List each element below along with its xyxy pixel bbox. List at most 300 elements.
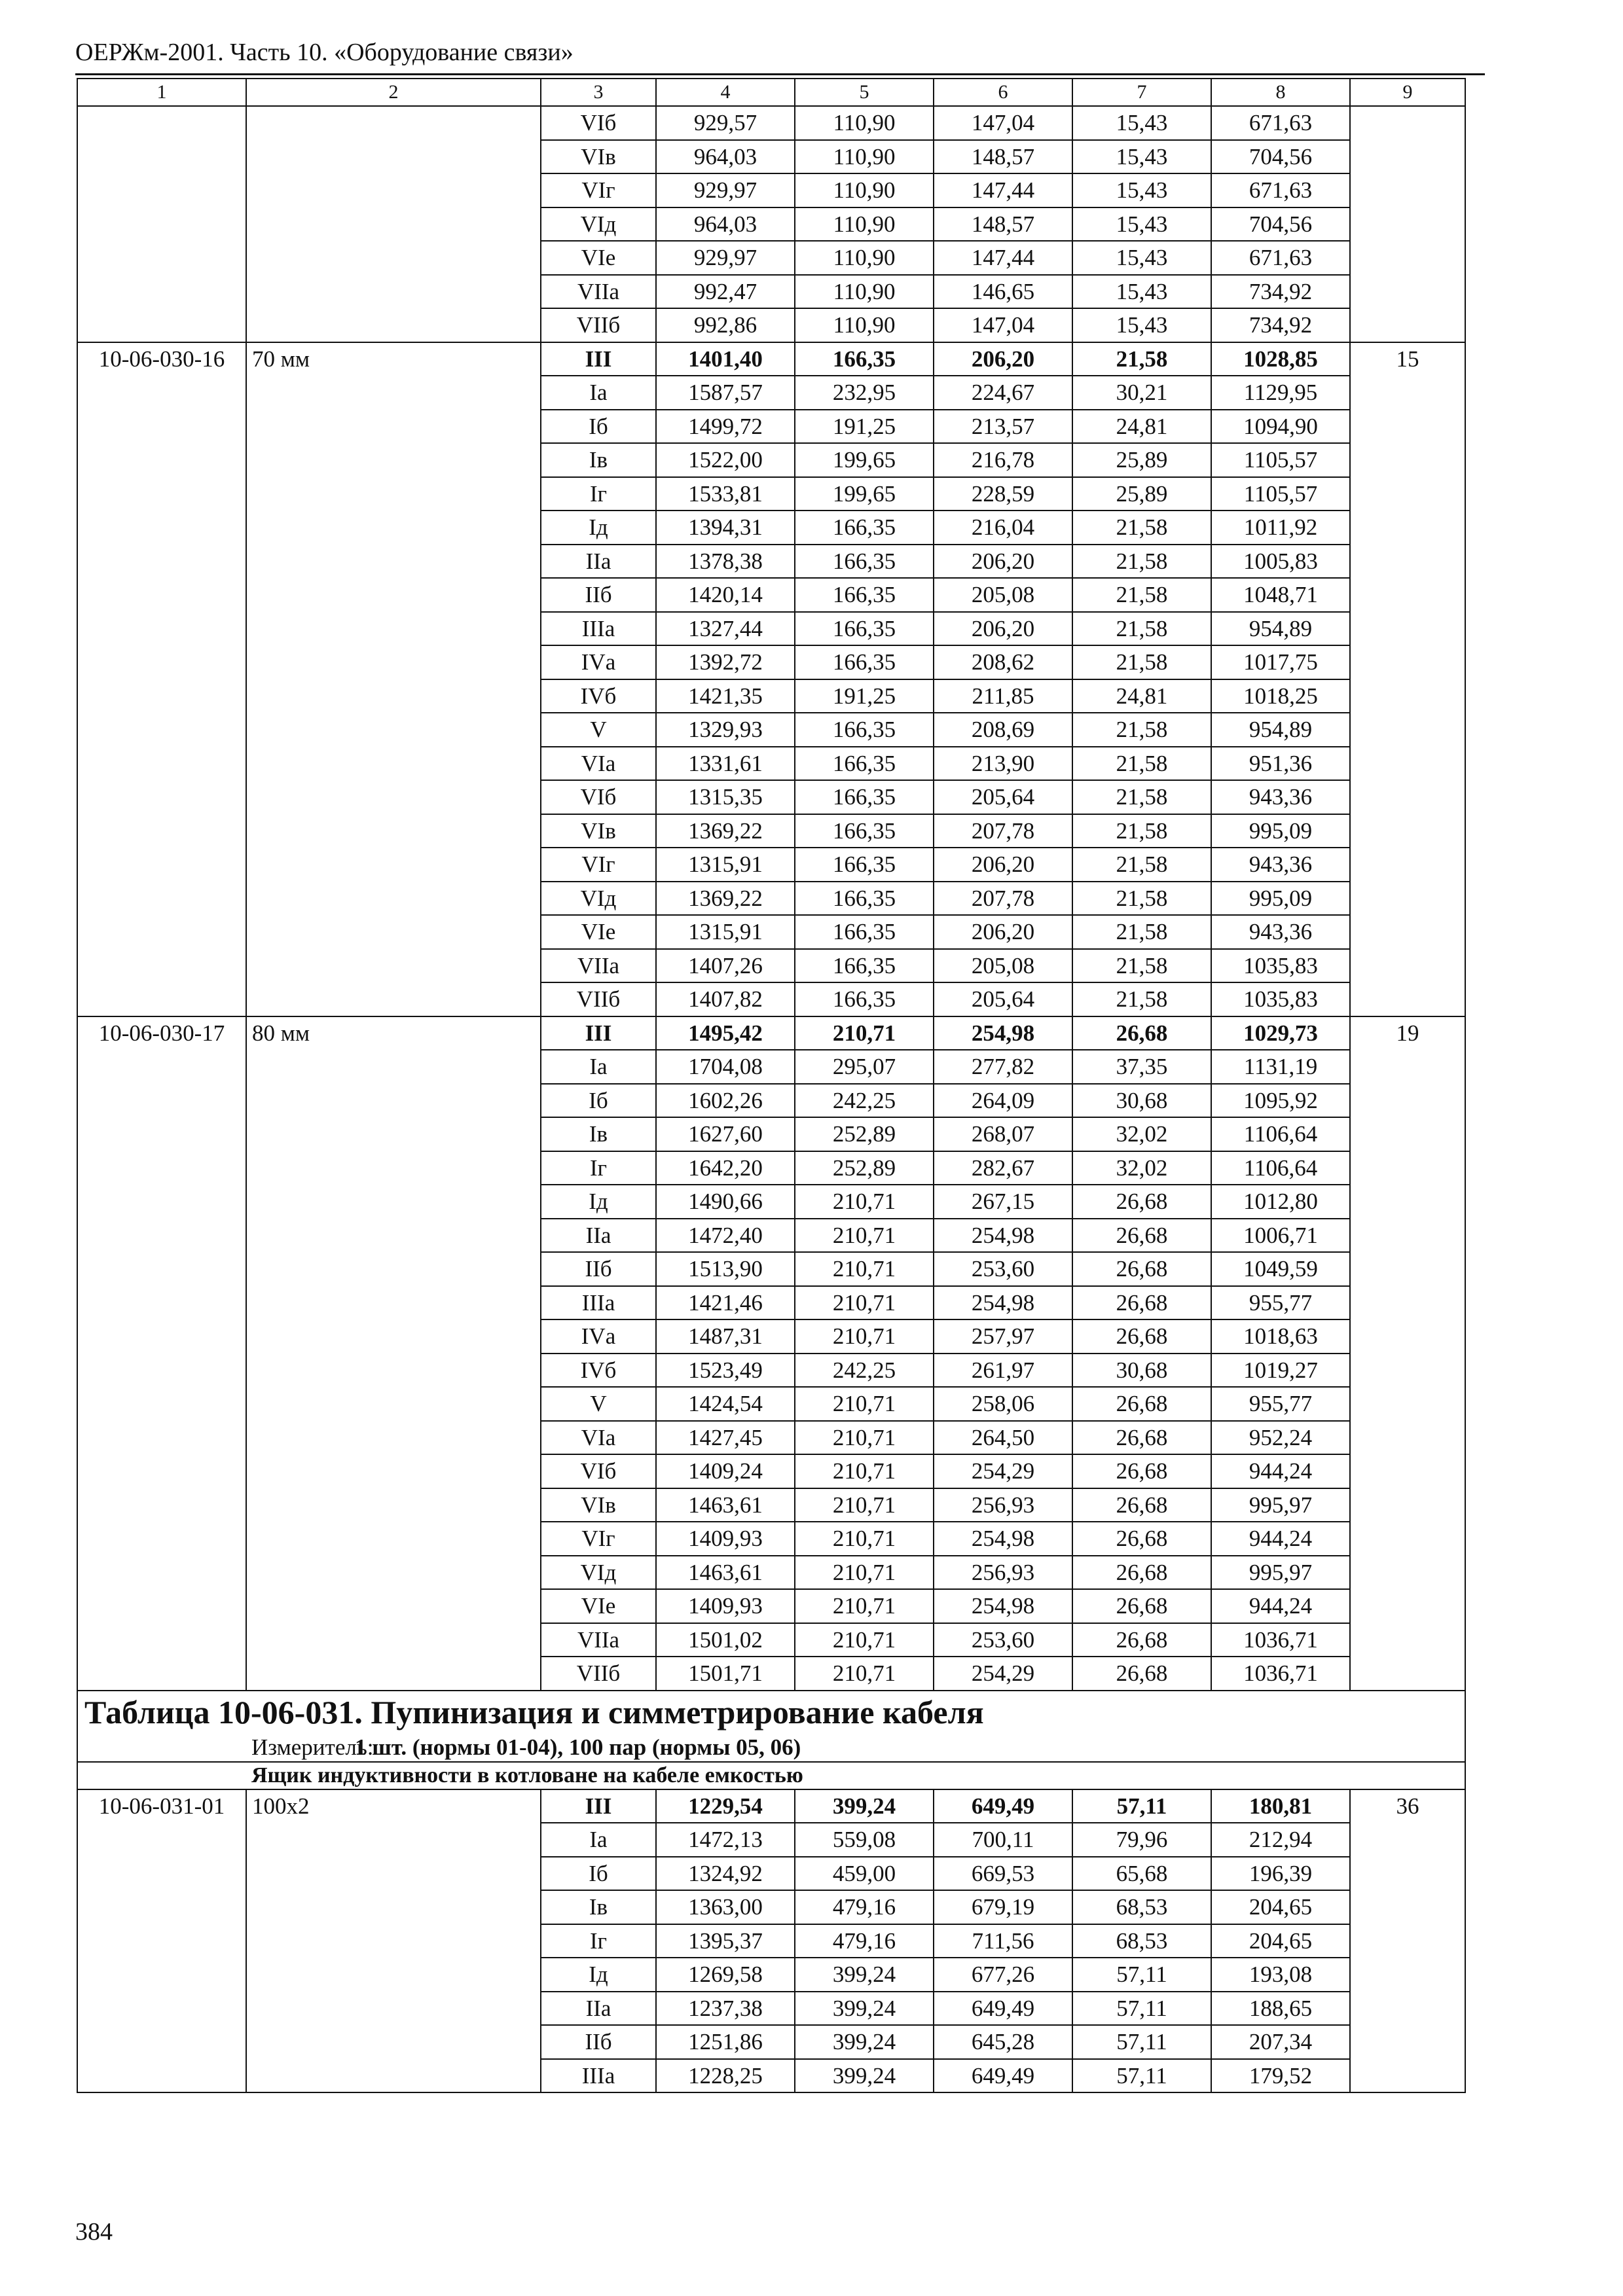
value-cell: 944,24 <box>1211 1589 1350 1623</box>
value-cell: 944,24 <box>1211 1522 1350 1556</box>
value-cell: 30,68 <box>1072 1354 1211 1388</box>
value-cell: 210,71 <box>795 1589 934 1623</box>
zone-cell: V <box>541 713 656 747</box>
zone-cell: IVа <box>541 1319 656 1354</box>
value-cell: 21,58 <box>1072 780 1211 814</box>
value-cell: 147,04 <box>934 106 1072 140</box>
value-cell: 669,53 <box>934 1857 1072 1891</box>
value-cell: 992,47 <box>656 275 795 309</box>
zone-cell: VIе <box>541 915 656 949</box>
zone-cell: Iг <box>541 1151 656 1185</box>
value-cell: 277,82 <box>934 1050 1072 1084</box>
value-cell: 1394,31 <box>656 511 795 545</box>
value-cell: 166,35 <box>795 747 934 781</box>
value-cell: 210,71 <box>795 1219 934 1253</box>
value-cell: 148,57 <box>934 140 1072 174</box>
value-cell: 166,35 <box>795 545 934 579</box>
value-cell: 110,90 <box>795 241 934 275</box>
value-cell: 1409,93 <box>656 1522 795 1556</box>
value-cell: 191,25 <box>795 679 934 713</box>
value-cell: 193,08 <box>1211 1958 1350 1992</box>
value-cell: 32,02 <box>1072 1117 1211 1151</box>
value-cell: 21,58 <box>1072 645 1211 679</box>
measure-label: Измеритель: <box>251 1734 374 1760</box>
value-cell: 649,49 <box>934 1992 1072 2026</box>
value-cell: 268,07 <box>934 1117 1072 1151</box>
value-cell: 1106,64 <box>1211 1117 1350 1151</box>
value-cell: 26,68 <box>1072 1623 1211 1657</box>
value-cell: 1036,71 <box>1211 1657 1350 1691</box>
value-cell: 21,58 <box>1072 915 1211 949</box>
value-cell: 228,59 <box>934 477 1072 511</box>
value-cell: 32,02 <box>1072 1151 1211 1185</box>
value-cell: 148,57 <box>934 207 1072 242</box>
value-cell: 210,71 <box>795 1488 934 1522</box>
value-cell: 1463,61 <box>656 1488 795 1522</box>
column-number-row <box>77 79 1465 106</box>
value-cell: 944,24 <box>1211 1454 1350 1488</box>
zone-cell: Iв <box>541 1117 656 1151</box>
value-cell: 399,24 <box>795 2059 934 2093</box>
table-title-row <box>77 1691 1465 1733</box>
value-cell: 1409,24 <box>656 1454 795 1488</box>
value-cell: 929,97 <box>656 173 795 207</box>
value-cell: 479,16 <box>795 1924 934 1958</box>
value-cell: 1513,90 <box>656 1252 795 1286</box>
value-cell: 1035,83 <box>1211 949 1350 983</box>
zone-cell: IIб <box>541 1252 656 1286</box>
value-cell: 180,81 <box>1211 1789 1350 1823</box>
value-cell: 26,68 <box>1072 1556 1211 1590</box>
value-cell: 1587,57 <box>656 376 795 410</box>
value-cell: 1131,19 <box>1211 1050 1350 1084</box>
value-cell: 30,21 <box>1072 376 1211 410</box>
section-row <box>77 1762 1465 1789</box>
value-cell: 207,34 <box>1211 2025 1350 2059</box>
value-cell: 30,68 <box>1072 1084 1211 1118</box>
value-cell: 252,89 <box>795 1151 934 1185</box>
value-cell: 199,65 <box>795 477 934 511</box>
value-cell: 26,68 <box>1072 1016 1211 1050</box>
value-cell: 995,09 <box>1211 882 1350 916</box>
zone-cell: VIд <box>541 207 656 242</box>
value-cell: 210,71 <box>795 1454 934 1488</box>
norm-code <box>77 106 246 342</box>
value-cell: 671,63 <box>1211 173 1350 207</box>
zone-cell: IIа <box>541 1992 656 2026</box>
value-cell: 210,71 <box>795 1252 934 1286</box>
value-cell: 1472,13 <box>656 1823 795 1857</box>
value-cell: 1315,91 <box>656 848 795 882</box>
value-cell: 679,19 <box>934 1890 1072 1924</box>
zone-cell: VIIб <box>541 982 656 1016</box>
value-cell: 1427,45 <box>656 1421 795 1455</box>
value-cell: 955,77 <box>1211 1286 1350 1320</box>
value-cell: 1407,26 <box>656 949 795 983</box>
value-cell: 1407,82 <box>656 982 795 1016</box>
value-cell: 1251,86 <box>656 2025 795 2059</box>
value-cell: 166,35 <box>795 882 934 916</box>
zone-cell: III <box>541 1016 656 1050</box>
value-cell: 26,68 <box>1072 1387 1211 1421</box>
value-cell: 205,64 <box>934 780 1072 814</box>
running-header: ОЕРЖм-2001. Часть 10. «Оборудование связи» <box>75 39 574 66</box>
value-cell: 1129,95 <box>1211 376 1350 410</box>
value-cell: 26,68 <box>1072 1589 1211 1623</box>
norm-code: 10-06-030-17 <box>77 1016 246 1691</box>
value-cell: 1105,57 <box>1211 477 1350 511</box>
zone-cell: IIб <box>541 2025 656 2059</box>
value-cell: 166,35 <box>795 848 934 882</box>
value-cell: 1324,92 <box>656 1857 795 1891</box>
value-cell: 15,43 <box>1072 275 1211 309</box>
value-cell: 254,98 <box>934 1522 1072 1556</box>
value-cell: 57,11 <box>1072 1992 1211 2026</box>
value-cell: 166,35 <box>795 780 934 814</box>
value-cell: 1424,54 <box>656 1387 795 1421</box>
norm-name: 80 мм <box>246 1016 541 1691</box>
table-row <box>77 342 1465 376</box>
value-cell: 1420,14 <box>656 578 795 612</box>
value-cell: 216,78 <box>934 443 1072 477</box>
column-number: 6 <box>934 79 1072 106</box>
table-row <box>77 1789 1465 1823</box>
value-cell: 254,98 <box>934 1016 1072 1050</box>
value-cell: 166,35 <box>795 578 934 612</box>
zone-cell: VIа <box>541 1421 656 1455</box>
value-cell: 21,58 <box>1072 342 1211 376</box>
measure-value: 1 шт. (нормы 01-04), 100 пар (нормы 05, 06) <box>355 1734 801 1760</box>
value-cell: 1501,02 <box>656 1623 795 1657</box>
value-cell: 1049,59 <box>1211 1252 1350 1286</box>
value-cell: 1229,54 <box>656 1789 795 1823</box>
value-cell: 254,29 <box>934 1657 1072 1691</box>
norm-name: 70 мм <box>246 342 541 1016</box>
zone-cell: Iб <box>541 410 656 444</box>
value-cell: 21,58 <box>1072 578 1211 612</box>
value-cell: 1501,71 <box>656 1657 795 1691</box>
value-cell: 204,65 <box>1211 1924 1350 1958</box>
column-number: 4 <box>656 79 795 106</box>
value-cell: 992,86 <box>656 308 795 342</box>
zone-cell: VIв <box>541 1488 656 1522</box>
value-cell: 242,25 <box>795 1084 934 1118</box>
zone-cell: VIIа <box>541 949 656 983</box>
column-number: 3 <box>541 79 656 106</box>
value-cell: 1363,00 <box>656 1890 795 1924</box>
column-number: 1 <box>77 79 246 106</box>
zone-cell: Iв <box>541 443 656 477</box>
value-cell: 1029,73 <box>1211 1016 1350 1050</box>
zone-cell: VIб <box>541 1454 656 1488</box>
value-cell: 1329,93 <box>656 713 795 747</box>
value-cell: 208,62 <box>934 645 1072 679</box>
value-cell: 21,58 <box>1072 612 1211 646</box>
value-cell: 1017,75 <box>1211 645 1350 679</box>
value-cell: 1523,49 <box>656 1354 795 1388</box>
value-cell: 261,97 <box>934 1354 1072 1388</box>
value-cell: 191,25 <box>795 410 934 444</box>
value-cell: 559,08 <box>795 1823 934 1857</box>
zone-cell: VIб <box>541 106 656 140</box>
value-cell: 211,85 <box>934 679 1072 713</box>
zone-cell: VIд <box>541 1556 656 1590</box>
value-cell: 232,95 <box>795 376 934 410</box>
norms-table <box>77 78 1466 2093</box>
zone-cell: VIв <box>541 814 656 848</box>
value-cell: 166,35 <box>795 713 934 747</box>
value-cell: 257,97 <box>934 1319 1072 1354</box>
value-cell: 704,56 <box>1211 140 1350 174</box>
table-body <box>77 79 1465 2092</box>
value-cell: 1018,25 <box>1211 679 1350 713</box>
value-cell: 955,77 <box>1211 1387 1350 1421</box>
value-cell: 264,09 <box>934 1084 1072 1118</box>
zone-cell: IVб <box>541 679 656 713</box>
value-cell: 199,65 <box>795 443 934 477</box>
value-cell: 943,36 <box>1211 848 1350 882</box>
value-cell: 1315,91 <box>656 915 795 949</box>
value-cell: 256,93 <box>934 1556 1072 1590</box>
measure-unit <box>77 1733 1465 1762</box>
value-cell: 1522,00 <box>656 443 795 477</box>
value-cell: 1019,27 <box>1211 1354 1350 1388</box>
value-cell: 671,63 <box>1211 106 1350 140</box>
value-cell: 210,71 <box>795 1623 934 1657</box>
value-cell: 206,20 <box>934 848 1072 882</box>
value-cell: 1421,46 <box>656 1286 795 1320</box>
value-cell: 15,43 <box>1072 173 1211 207</box>
value-cell: 210,71 <box>795 1185 934 1219</box>
value-cell: 254,29 <box>934 1454 1072 1488</box>
zone-cell: IVб <box>541 1354 656 1388</box>
value-cell: 21,58 <box>1072 949 1211 983</box>
value-cell: 677,26 <box>934 1958 1072 1992</box>
value-cell: 399,24 <box>795 2025 934 2059</box>
value-cell: 254,98 <box>934 1219 1072 1253</box>
value-cell: 210,71 <box>795 1556 934 1590</box>
value-cell: 1495,42 <box>656 1016 795 1050</box>
value-cell: 1048,71 <box>1211 578 1350 612</box>
value-cell: 253,60 <box>934 1252 1072 1286</box>
value-cell: 147,44 <box>934 173 1072 207</box>
value-cell: 711,56 <box>934 1924 1072 1958</box>
value-cell: 205,08 <box>934 949 1072 983</box>
zone-cell: VIг <box>541 1522 656 1556</box>
value-cell: 1018,63 <box>1211 1319 1350 1354</box>
value-cell: 26,68 <box>1072 1185 1211 1219</box>
value-cell: 57,11 <box>1072 2059 1211 2093</box>
zone-cell: VIIб <box>541 308 656 342</box>
value-cell: 110,90 <box>795 173 934 207</box>
value-cell: 929,97 <box>656 241 795 275</box>
table-row <box>77 106 1465 140</box>
zone-cell: IIа <box>541 545 656 579</box>
value-cell: 166,35 <box>795 915 934 949</box>
column-number: 9 <box>1350 79 1465 106</box>
column-9-value: 19 <box>1350 1016 1465 1691</box>
zone-cell: VIб <box>541 780 656 814</box>
value-cell: 734,92 <box>1211 308 1350 342</box>
value-cell: 26,68 <box>1072 1657 1211 1691</box>
zone-cell: VIд <box>541 882 656 916</box>
value-cell: 210,71 <box>795 1387 934 1421</box>
value-cell: 1094,90 <box>1211 410 1350 444</box>
value-cell: 1011,92 <box>1211 511 1350 545</box>
value-cell: 1228,25 <box>656 2059 795 2093</box>
column-number: 2 <box>246 79 541 106</box>
value-cell: 1533,81 <box>656 477 795 511</box>
value-cell: 1005,83 <box>1211 545 1350 579</box>
value-cell: 205,08 <box>934 578 1072 612</box>
value-cell: 204,65 <box>1211 1890 1350 1924</box>
value-cell: 1704,08 <box>656 1050 795 1084</box>
value-cell: 21,58 <box>1072 882 1211 916</box>
value-cell: 1602,26 <box>656 1084 795 1118</box>
column-number: 8 <box>1211 79 1350 106</box>
value-cell: 1499,72 <box>656 410 795 444</box>
zone-cell: Iд <box>541 1185 656 1219</box>
value-cell: 24,81 <box>1072 410 1211 444</box>
zone-cell: VIIа <box>541 1623 656 1657</box>
value-cell: 188,65 <box>1211 1992 1350 2026</box>
zone-cell: V <box>541 1387 656 1421</box>
value-cell: 179,52 <box>1211 2059 1350 2093</box>
value-cell: 26,68 <box>1072 1319 1211 1354</box>
value-cell: 1106,64 <box>1211 1151 1350 1185</box>
value-cell: 206,20 <box>934 612 1072 646</box>
page-number: 384 <box>75 2218 113 2246</box>
zone-cell: VIIа <box>541 275 656 309</box>
value-cell: 282,67 <box>934 1151 1072 1185</box>
value-cell: 1472,40 <box>656 1219 795 1253</box>
value-cell: 166,35 <box>795 511 934 545</box>
value-cell: 295,07 <box>795 1050 934 1084</box>
value-cell: 459,00 <box>795 1857 934 1891</box>
value-cell: 1035,83 <box>1211 982 1350 1016</box>
value-cell: 206,20 <box>934 915 1072 949</box>
zone-cell: IIа <box>541 1219 656 1253</box>
value-cell: 479,16 <box>795 1890 934 1924</box>
value-cell: 254,98 <box>934 1286 1072 1320</box>
value-cell: 210,71 <box>795 1016 934 1050</box>
value-cell: 68,53 <box>1072 1890 1211 1924</box>
value-cell: 21,58 <box>1072 713 1211 747</box>
value-cell: 65,68 <box>1072 1857 1211 1891</box>
value-cell: 1237,38 <box>656 1992 795 2026</box>
table-row <box>77 1016 1465 1050</box>
value-cell: 166,35 <box>795 814 934 848</box>
value-cell: 15,43 <box>1072 207 1211 242</box>
value-cell: 206,20 <box>934 545 1072 579</box>
value-cell: 399,24 <box>795 1992 934 2026</box>
value-cell: 649,49 <box>934 1789 1072 1823</box>
value-cell: 21,58 <box>1072 848 1211 882</box>
value-cell: 253,60 <box>934 1623 1072 1657</box>
value-cell: 210,71 <box>795 1286 934 1320</box>
value-cell: 213,57 <box>934 410 1072 444</box>
value-cell: 254,98 <box>934 1589 1072 1623</box>
value-cell: 15,43 <box>1072 308 1211 342</box>
value-cell: 110,90 <box>795 207 934 242</box>
value-cell: 1642,20 <box>656 1151 795 1185</box>
value-cell: 700,11 <box>934 1823 1072 1857</box>
value-cell: 995,09 <box>1211 814 1350 848</box>
zone-cell: Iб <box>541 1084 656 1118</box>
value-cell: 943,36 <box>1211 780 1350 814</box>
value-cell: 57,11 <box>1072 1958 1211 1992</box>
value-cell: 79,96 <box>1072 1823 1211 1857</box>
header-rule <box>75 73 1485 75</box>
value-cell: 671,63 <box>1211 241 1350 275</box>
section-title: Ящик индуктивности в котловане на кабеле емкостью <box>77 1762 1465 1789</box>
zone-cell: IVа <box>541 645 656 679</box>
value-cell: 26,68 <box>1072 1219 1211 1253</box>
value-cell: 212,94 <box>1211 1823 1350 1857</box>
value-cell: 995,97 <box>1211 1556 1350 1590</box>
value-cell: 1395,37 <box>656 1924 795 1958</box>
value-cell: 210,71 <box>795 1421 934 1455</box>
zone-cell: Iг <box>541 1924 656 1958</box>
column-9-value <box>1350 106 1465 342</box>
value-cell: 15,43 <box>1072 140 1211 174</box>
value-cell: 210,71 <box>795 1522 934 1556</box>
value-cell: 1378,38 <box>656 545 795 579</box>
zone-cell: Iд <box>541 1958 656 1992</box>
value-cell: 166,35 <box>795 612 934 646</box>
value-cell: 166,35 <box>795 982 934 1016</box>
value-cell: 954,89 <box>1211 713 1350 747</box>
value-cell: 37,35 <box>1072 1050 1211 1084</box>
value-cell: 1036,71 <box>1211 1623 1350 1657</box>
value-cell: 110,90 <box>795 140 934 174</box>
value-cell: 964,03 <box>656 140 795 174</box>
value-cell: 213,90 <box>934 747 1072 781</box>
value-cell: 943,36 <box>1211 915 1350 949</box>
value-cell: 1401,40 <box>656 342 795 376</box>
value-cell: 224,67 <box>934 376 1072 410</box>
value-cell: 1487,31 <box>656 1319 795 1354</box>
value-cell: 15,43 <box>1072 241 1211 275</box>
column-9-value: 15 <box>1350 342 1465 1016</box>
zone-cell: IIIа <box>541 2059 656 2093</box>
value-cell: 26,68 <box>1072 1286 1211 1320</box>
norm-code: 10-06-031-01 <box>77 1789 246 2093</box>
value-cell: 26,68 <box>1072 1421 1211 1455</box>
value-cell: 1269,58 <box>656 1958 795 1992</box>
zone-cell: VIв <box>541 140 656 174</box>
value-cell: 216,04 <box>934 511 1072 545</box>
value-cell: 1315,35 <box>656 780 795 814</box>
value-cell: 929,57 <box>656 106 795 140</box>
value-cell: 206,20 <box>934 342 1072 376</box>
column-number: 7 <box>1072 79 1211 106</box>
value-cell: 21,58 <box>1072 545 1211 579</box>
value-cell: 954,89 <box>1211 612 1350 646</box>
value-cell: 399,24 <box>795 1789 934 1823</box>
value-cell: 147,44 <box>934 241 1072 275</box>
value-cell: 110,90 <box>795 275 934 309</box>
zone-cell: VIе <box>541 1589 656 1623</box>
norm-name: 100х2 <box>246 1789 541 2093</box>
zone-cell: VIг <box>541 173 656 207</box>
value-cell: 267,15 <box>934 1185 1072 1219</box>
value-cell: 1012,80 <box>1211 1185 1350 1219</box>
zone-cell: IIIа <box>541 1286 656 1320</box>
column-number: 5 <box>795 79 934 106</box>
value-cell: 26,68 <box>1072 1454 1211 1488</box>
value-cell: 110,90 <box>795 308 934 342</box>
